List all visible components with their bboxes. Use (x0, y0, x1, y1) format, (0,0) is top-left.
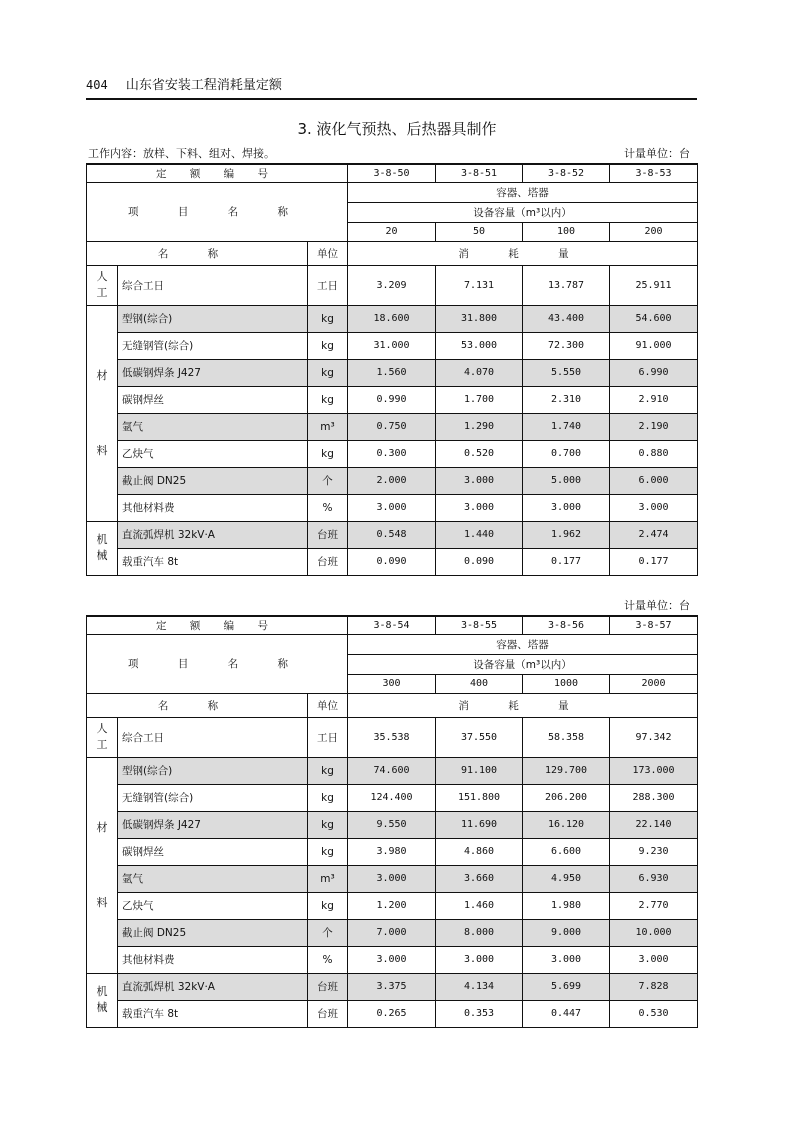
row-name: 乙炔气 (118, 440, 308, 467)
value-cell: 3.000 (523, 494, 610, 521)
value-cell: 43.400 (523, 305, 610, 332)
value-cell: 0.447 (523, 1000, 610, 1027)
value-cell: 2.474 (610, 521, 698, 548)
running-header (86, 74, 282, 93)
book-title: 山东省安装工程消耗量定额 (125, 78, 282, 93)
value-cell: 31.000 (348, 332, 436, 359)
value-cell: 124.400 (348, 784, 436, 811)
category-label: 容器、塔器 (348, 182, 698, 202)
row-name: 无缝钢管(综合) (118, 784, 308, 811)
group-label-labor (87, 717, 118, 757)
value-cell: 9.550 (348, 811, 436, 838)
row-unit: 台班 (308, 1000, 348, 1027)
value-cell: 2.910 (610, 386, 698, 413)
value-cell: 10.000 (610, 919, 698, 946)
value-cell: 3.980 (348, 838, 436, 865)
row-unit: 工日 (308, 265, 348, 305)
value-cell: 0.700 (523, 440, 610, 467)
value-cell: 3.000 (523, 946, 610, 973)
value-cell: 91.100 (436, 757, 523, 784)
value-cell: 1.980 (523, 892, 610, 919)
value-cell: 6.000 (610, 467, 698, 494)
row-name: 截止阀 DN25 (118, 919, 308, 946)
unit-label-1: 计量单位：台 (624, 147, 690, 160)
row-unit: kg (308, 359, 348, 386)
value-cell: 0.090 (436, 548, 523, 575)
value-cell: 58.358 (523, 717, 610, 757)
consumption-column-header: 消 耗 量 (348, 241, 698, 265)
name-column-header: 名 称 (87, 693, 308, 717)
value-cell: 288.300 (610, 784, 698, 811)
section-title: 3. 液化气预热、后热器具制作 (297, 120, 497, 138)
row-name: 载重汽车 8t (118, 548, 308, 575)
value-cell: 3.000 (610, 946, 698, 973)
capacity-value: 20 (348, 222, 436, 241)
row-unit: % (308, 946, 348, 973)
row-unit: 工日 (308, 717, 348, 757)
row-unit: kg (308, 784, 348, 811)
value-cell: 16.120 (523, 811, 610, 838)
row-name: 直流弧焊机 32kV·A (118, 521, 308, 548)
value-cell: 22.140 (610, 811, 698, 838)
value-cell: 6.930 (610, 865, 698, 892)
quota-code: 3-8-53 (610, 164, 698, 182)
row-name: 低碳钢焊条 J427 (118, 811, 308, 838)
value-cell: 5.000 (523, 467, 610, 494)
row-unit: kg (308, 332, 348, 359)
quota-number-label: 定 额 编 号 (87, 164, 348, 182)
row-name: 直流弧焊机 32kV·A (118, 973, 308, 1000)
value-cell: 5.699 (523, 973, 610, 1000)
value-cell: 72.300 (523, 332, 610, 359)
value-cell: 1.700 (436, 386, 523, 413)
page-number: 404 (86, 78, 108, 92)
value-cell: 1.740 (523, 413, 610, 440)
value-cell: 4.070 (436, 359, 523, 386)
value-cell: 3.660 (436, 865, 523, 892)
value-cell: 2.190 (610, 413, 698, 440)
capacity-value: 400 (436, 674, 523, 693)
quota-number-label: 定 额 编 号 (87, 616, 348, 634)
group-machine-text: 机械 (96, 533, 108, 562)
row-unit: kg (308, 757, 348, 784)
value-cell: 6.990 (610, 359, 698, 386)
row-unit: 台班 (308, 521, 348, 548)
group-material-text: 料 (96, 895, 108, 909)
value-cell: 5.550 (523, 359, 610, 386)
value-cell: 0.265 (348, 1000, 436, 1027)
row-unit: m³ (308, 865, 348, 892)
row-unit: m³ (308, 413, 348, 440)
value-cell: 0.880 (610, 440, 698, 467)
value-cell: 6.600 (523, 838, 610, 865)
value-cell: 1.560 (348, 359, 436, 386)
quota-table-2 (86, 615, 698, 1028)
group-labor-text: 人工 (96, 270, 108, 299)
value-cell: 25.911 (610, 265, 698, 305)
capacity-label: 设备容量（m³以内） (348, 654, 698, 674)
value-cell: 11.690 (436, 811, 523, 838)
value-cell: 151.800 (436, 784, 523, 811)
group-label-material (87, 757, 118, 973)
value-cell: 18.600 (348, 305, 436, 332)
row-name: 截止阀 DN25 (118, 467, 308, 494)
value-cell: 7.000 (348, 919, 436, 946)
row-name: 乙炔气 (118, 892, 308, 919)
capacity-value: 50 (436, 222, 523, 241)
category-label: 容器、塔器 (348, 634, 698, 654)
value-cell: 37.550 (436, 717, 523, 757)
group-label-machine (87, 973, 118, 1027)
row-name: 载重汽车 8t (118, 1000, 308, 1027)
value-cell: 91.000 (610, 332, 698, 359)
value-cell: 4.950 (523, 865, 610, 892)
value-cell: 3.375 (348, 973, 436, 1000)
group-machine-text: 机械 (96, 985, 108, 1014)
consumption-column-header: 消 耗 量 (348, 693, 698, 717)
value-cell: 3.000 (348, 494, 436, 521)
quota-code: 3-8-51 (436, 164, 523, 182)
value-cell: 0.548 (348, 521, 436, 548)
row-unit: kg (308, 440, 348, 467)
quota-code: 3-8-54 (348, 616, 436, 634)
value-cell: 3.000 (436, 467, 523, 494)
quota-code: 3-8-56 (523, 616, 610, 634)
group-label-machine (87, 521, 118, 575)
row-name: 型钢(综合) (118, 305, 308, 332)
value-cell: 53.000 (436, 332, 523, 359)
value-cell: 1.440 (436, 521, 523, 548)
quota-code: 3-8-52 (523, 164, 610, 182)
capacity-value: 1000 (523, 674, 610, 693)
value-cell: 206.200 (523, 784, 610, 811)
row-name: 氩气 (118, 413, 308, 440)
row-name: 碳钢焊丝 (118, 838, 308, 865)
row-unit: kg (308, 892, 348, 919)
value-cell: 0.530 (610, 1000, 698, 1027)
row-name: 其他材料费 (118, 946, 308, 973)
row-name: 综合工日 (118, 717, 308, 757)
value-cell: 1.290 (436, 413, 523, 440)
value-cell: 31.800 (436, 305, 523, 332)
value-cell: 3.000 (348, 946, 436, 973)
group-material-text: 材 (96, 368, 108, 382)
value-cell: 0.520 (436, 440, 523, 467)
capacity-value: 200 (610, 222, 698, 241)
unit-column-header: 单位 (308, 693, 348, 717)
value-cell: 74.600 (348, 757, 436, 784)
value-cell: 129.700 (523, 757, 610, 784)
group-label-labor (87, 265, 118, 305)
value-cell: 2.000 (348, 467, 436, 494)
work-content: 工作内容：放样、下料、组对、焊接。 (88, 147, 275, 160)
row-name: 氩气 (118, 865, 308, 892)
value-cell: 3.209 (348, 265, 436, 305)
value-cell: 0.177 (610, 548, 698, 575)
value-cell: 8.000 (436, 919, 523, 946)
unit-label-2: 计量单位：台 (624, 599, 690, 612)
group-labor-text: 人工 (96, 722, 108, 751)
capacity-value: 2000 (610, 674, 698, 693)
row-unit: 个 (308, 919, 348, 946)
row-name: 无缝钢管(综合) (118, 332, 308, 359)
value-cell: 97.342 (610, 717, 698, 757)
value-cell: 0.750 (348, 413, 436, 440)
row-unit: 台班 (308, 548, 348, 575)
value-cell: 3.000 (436, 494, 523, 521)
value-cell: 0.353 (436, 1000, 523, 1027)
value-cell: 3.000 (610, 494, 698, 521)
unit-column-header: 单位 (308, 241, 348, 265)
capacity-value: 300 (348, 674, 436, 693)
group-material-text: 料 (96, 443, 108, 457)
row-unit: 个 (308, 467, 348, 494)
group-material-text: 材 (96, 820, 108, 834)
quota-code: 3-8-50 (348, 164, 436, 182)
item-name-label: 项 目 名 称 (87, 182, 348, 241)
value-cell: 2.310 (523, 386, 610, 413)
value-cell: 13.787 (523, 265, 610, 305)
row-unit: kg (308, 305, 348, 332)
value-cell: 1.460 (436, 892, 523, 919)
value-cell: 2.770 (610, 892, 698, 919)
value-cell: 54.600 (610, 305, 698, 332)
row-unit: kg (308, 838, 348, 865)
row-name: 型钢(综合) (118, 757, 308, 784)
row-unit: kg (308, 386, 348, 413)
row-name: 低碳钢焊条 J427 (118, 359, 308, 386)
row-name: 综合工日 (118, 265, 308, 305)
value-cell: 9.230 (610, 838, 698, 865)
quota-code: 3-8-57 (610, 616, 698, 634)
value-cell: 4.134 (436, 973, 523, 1000)
value-cell: 9.000 (523, 919, 610, 946)
value-cell: 1.962 (523, 521, 610, 548)
group-label-material (87, 305, 118, 521)
value-cell: 0.090 (348, 548, 436, 575)
capacity-value: 100 (523, 222, 610, 241)
value-cell: 0.990 (348, 386, 436, 413)
row-name: 其他材料费 (118, 494, 308, 521)
value-cell: 3.000 (348, 865, 436, 892)
value-cell: 173.000 (610, 757, 698, 784)
quota-table-1 (86, 163, 698, 576)
row-unit: 台班 (308, 973, 348, 1000)
value-cell: 0.300 (348, 440, 436, 467)
value-cell: 4.860 (436, 838, 523, 865)
value-cell: 7.131 (436, 265, 523, 305)
value-cell: 0.177 (523, 548, 610, 575)
quota-code: 3-8-55 (436, 616, 523, 634)
value-cell: 7.828 (610, 973, 698, 1000)
value-cell: 35.538 (348, 717, 436, 757)
header-rule (86, 98, 697, 100)
value-cell: 1.200 (348, 892, 436, 919)
name-column-header: 名 称 (87, 241, 308, 265)
value-cell: 3.000 (436, 946, 523, 973)
row-unit: % (308, 494, 348, 521)
capacity-label: 设备容量（m³以内） (348, 202, 698, 222)
row-unit: kg (308, 811, 348, 838)
item-name-label: 项 目 名 称 (87, 634, 348, 693)
row-name: 碳钢焊丝 (118, 386, 308, 413)
